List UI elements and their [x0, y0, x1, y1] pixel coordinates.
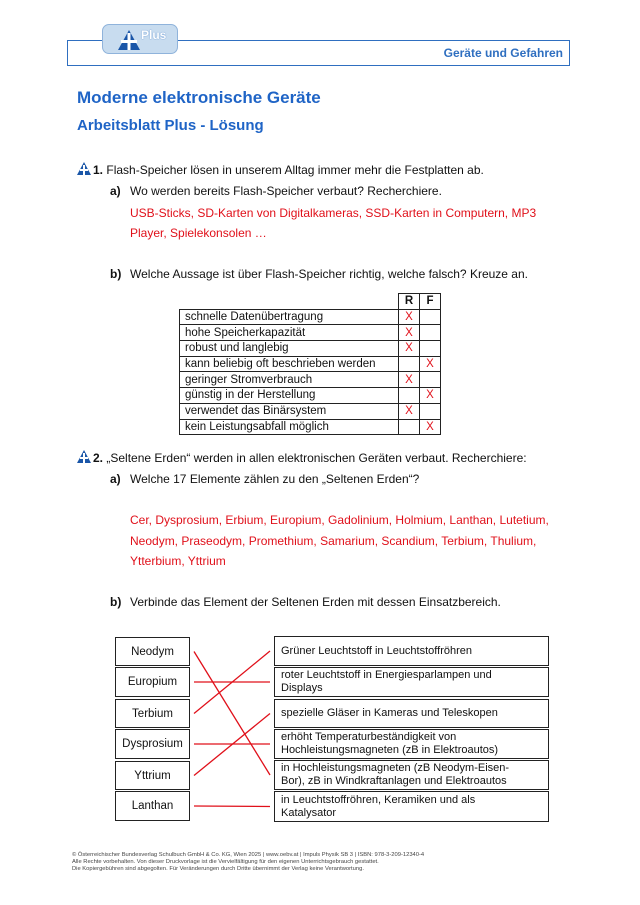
footer-line: © Österreichischer Bundesverlag Schulbuch GmbH & Co. KG, Wien 2025 | www.oebv.at | Impuls Physik SB 3 | ISBN: 978-3-209-12340-4 — [72, 852, 425, 858]
use-line: Bor), zB in Windkraftanlagen und Elektroautos — [281, 775, 507, 787]
statement-cell: kein Leistungsabfall möglich — [180, 419, 399, 435]
task2b-label: b) — [110, 595, 122, 609]
column-header-r: R — [399, 294, 420, 310]
connection-line — [194, 652, 270, 776]
statement-cell: geringer Stromverbrauch — [180, 372, 399, 388]
use-line: Grüner Leuchtstoff in Leuchtstoffröhren — [281, 644, 472, 657]
element-box[interactable]: Europium — [115, 667, 190, 697]
element-box[interactable]: Neodym — [115, 637, 190, 666]
use-line: spezielle Gläser in Kameras und Teleskopen — [281, 707, 498, 719]
use-line: Katalysator — [281, 806, 337, 819]
statement-cell: schnelle Datenübertragung — [180, 309, 399, 325]
use-line: Hochleistungsmagneten (zB in Elektroautos) — [281, 744, 499, 756]
footer-line: Alle Rechte vorbehalten. Von dieser Druckvorlage ist die Vervielfältigung für den eigenen Unterrichtsgebrauch gestattet. — [72, 859, 379, 865]
task2a-answer-line2: Neodym, Praseodym, Promethium, Samarium, Scandium, Terbium, Thulium, — [130, 534, 537, 548]
task2a-label: a) — [110, 472, 121, 486]
r-mark-cell[interactable]: X — [399, 372, 420, 388]
r-mark-cell[interactable]: X — [399, 403, 420, 419]
use-line: in Hochleistungsmagneten (zB Neodym-Eisen- — [281, 762, 510, 774]
f-mark-cell[interactable]: X — [420, 419, 441, 435]
task2b-question: Verbinde das Element der Seltenen Erden mit dessen Einsatzbereich. — [130, 595, 501, 609]
element-box[interactable]: Terbium — [115, 699, 190, 728]
r-mark-cell[interactable]: X — [399, 309, 420, 325]
statement-cell: günstig in der Herstellung — [180, 388, 399, 404]
task1a-question: Wo werden bereits Flash-Speicher verbaut? Recherchiere. — [130, 184, 442, 198]
task1a-answer-line2: Player, Spielekonsolen … — [130, 226, 267, 240]
page-title: Moderne elektronische Geräte — [77, 88, 321, 107]
use-line: in Leuchtstoffröhren, Keramiken und als — [281, 793, 476, 806]
task1a-answer-line1: USB-Sticks, SD-Karten von Digitalkameras, SSD-Karten in Computern, MP3 — [130, 206, 537, 220]
element-box[interactable]: Yttrium — [115, 761, 190, 790]
f-mark-cell[interactable]: X — [420, 388, 441, 404]
task1-intro: Flash-Speicher lösen in unserem Alltag immer mehr die Festplatten ab. — [106, 163, 484, 177]
task1b-question: Welche Aussage ist über Flash-Speicher richtig, welche falsch? Kreuze an. — [130, 267, 528, 281]
task2a-answer-line1: Cer, Dysprosium, Erbium, Europium, Gadolinium, Holmium, Lanthan, Lutetium, — [130, 513, 549, 527]
statement-cell: kann beliebig oft beschrieben werden — [180, 356, 399, 372]
task2-intro: „Seltene Erden“ werden in allen elektronischen Geräten verbaut. Recherchiere: — [106, 451, 527, 465]
task2-number: 2. — [93, 451, 104, 465]
section-title: Geräte und Gefahren — [443, 46, 563, 60]
task2a-answer-line3: Ytterbium, Yttrium — [130, 554, 226, 568]
r-mark-cell[interactable]: X — [399, 325, 420, 341]
element-box[interactable]: Lanthan — [115, 791, 190, 821]
column-header-f: F — [420, 294, 441, 310]
logo-label: Plus — [141, 28, 167, 42]
use-line: Displays — [281, 682, 323, 694]
f-mark-cell[interactable]: X — [420, 356, 441, 372]
task2a-question: Welche 17 Elemente zählen zu den „Seltenen Erden“? — [130, 472, 420, 486]
element-box[interactable]: Dysprosium — [115, 729, 190, 759]
r-mark-cell[interactable]: X — [399, 341, 420, 357]
task1b-label: b) — [110, 267, 122, 281]
statement-cell: robust und langlebig — [180, 341, 399, 357]
task1-number: 1. — [93, 163, 104, 177]
connection-line — [194, 806, 270, 807]
statement-cell: verwendet das Binärsystem — [180, 403, 399, 419]
page-subtitle: Arbeitsblatt Plus - Lösung — [77, 117, 264, 134]
statement-cell: hohe Speicherkapazität — [180, 325, 399, 341]
use-line: roter Leuchtstoff in Energiesparlampen und — [281, 669, 492, 681]
task1a-label: a) — [110, 184, 121, 198]
footer-line: Die Kopiergebühren sind abgegolten. Für Veränderungen durch Dritte übernimmt der Verlag keine Verantwortung. — [72, 866, 364, 872]
use-line: erhöht Temperaturbeständigkeit von — [281, 731, 457, 743]
footer — [72, 852, 424, 873]
